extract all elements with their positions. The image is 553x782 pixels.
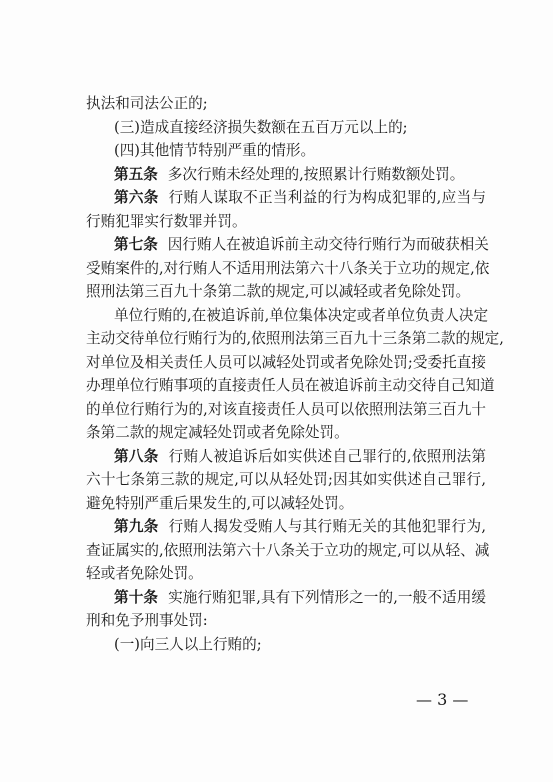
article-text: 多次行贿未经处理的,按照累计行贿数额处罚。 bbox=[167, 165, 465, 183]
article-text: 行贿人谋取不正当利益的行为构成犯罪的,应当与 bbox=[168, 189, 486, 206]
article-text: 行贿人被追诉后如实供述自己罪行的,依照刑法第 bbox=[168, 447, 486, 465]
text-line: 照刑法第三百九十条第二款的规定,可以减轻或者免除处罚。 bbox=[86, 283, 471, 300]
article-paragraph bbox=[114, 165, 486, 185]
article-paragraph bbox=[114, 588, 486, 608]
text-line: 查证属实的,依照刑法第六十八条关于立功的规定,可以从轻、减 bbox=[86, 541, 490, 559]
article-heading: 第六条 bbox=[114, 189, 159, 206]
article-paragraph bbox=[114, 235, 489, 255]
text-line: 六十七条第三款的规定,可以从轻处罚;因其如实供述自己罪行, bbox=[86, 471, 486, 488]
text-line: 主动交待单位行贿行为的,依照刑法第三百九十三条第二款的规定, bbox=[86, 330, 504, 347]
article-paragraph bbox=[114, 517, 486, 537]
text-line: 轻或者免除处罚。 bbox=[86, 565, 203, 582]
article-heading: 第九条 bbox=[114, 518, 159, 535]
article-paragraph bbox=[114, 188, 486, 208]
article-paragraph bbox=[114, 447, 486, 467]
text-line: 条第二款的规定减轻处罚或者免除处罚。 bbox=[86, 424, 349, 441]
text-line: 的单位行贿行为的,对该直接责任人员可以依照刑法第三百九十 bbox=[86, 400, 486, 418]
text-line: 避免特别严重后果发生的,可以减轻处罚。 bbox=[86, 494, 354, 512]
article-text: 行贿人揭发受贿人与其行贿无关的其他犯罪行为, bbox=[168, 518, 486, 535]
page-number: — 3 — bbox=[416, 690, 469, 709]
article-text: 实施行贿犯罪,具有下列情形之一的,一般不适用缓 bbox=[168, 588, 486, 606]
article-heading: 第十条 bbox=[114, 588, 159, 606]
article-text: 因行贿人在被追诉前主动交待行贿行为而破获相关 bbox=[167, 236, 489, 253]
list-item: (三)造成直接经济损失数额在五百万元以上的; bbox=[114, 118, 408, 136]
article-heading: 第五条 bbox=[114, 165, 158, 183]
text-line: 刑和免予刑事处罚: bbox=[86, 612, 208, 629]
article-heading: 第八条 bbox=[114, 447, 159, 465]
text-line: 办理单位行贿事项的直接责任人员在被追诉前主动交待自己知道 bbox=[86, 377, 495, 394]
text-line: 行贿犯罪实行数罪并罚。 bbox=[86, 212, 247, 230]
list-item: (一)向三人以上行贿的; bbox=[114, 635, 262, 653]
list-item: (四)其他情节特别严重的情形。 bbox=[114, 142, 316, 159]
article-heading: 第七条 bbox=[114, 236, 158, 253]
text-line: 执法和司法公正的; bbox=[86, 95, 208, 112]
text-line: 受贿案件的,对行贿人不适用刑法第六十八条关于立功的规定,依 bbox=[86, 259, 490, 277]
text-line: 对单位及相关责任人员可以减轻处罚或者免除处罚;受委托直接 bbox=[86, 353, 486, 371]
text-line: 单位行贿的,在被追诉前,单位集体决定或者单位负责人决定 bbox=[114, 306, 489, 324]
